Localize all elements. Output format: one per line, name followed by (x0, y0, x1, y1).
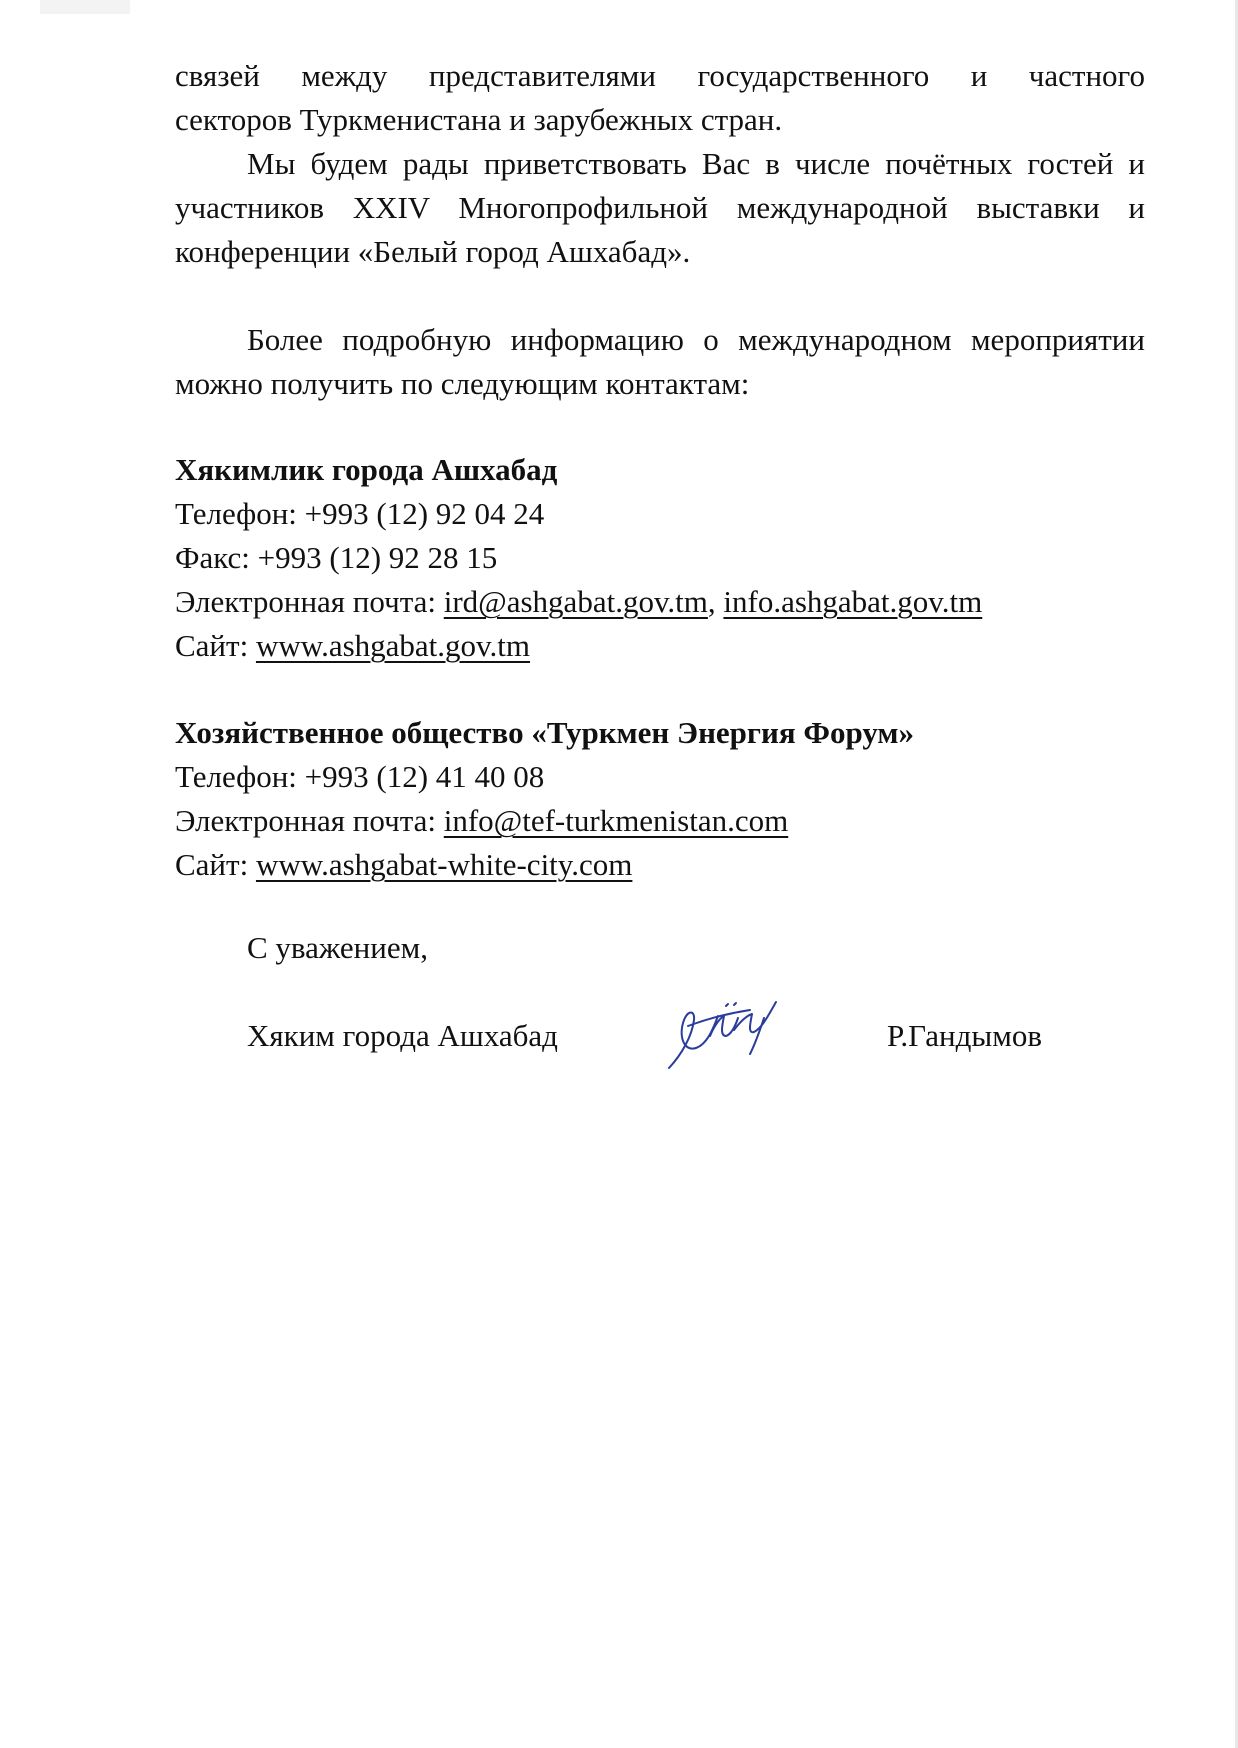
contact-phone-line (175, 492, 1145, 536)
phone-value: +993 (12) 92 04 24 (304, 496, 545, 531)
email-link[interactable]: info@tef-turkmenistan.com (443, 803, 789, 838)
closing-regards (247, 926, 1217, 970)
contact-email-line (175, 799, 1145, 843)
contact-site-line (175, 843, 1145, 887)
email-link-1[interactable]: ird@ashgabat.gov.tm (443, 584, 708, 619)
contact-org-name: Хякимлик города Ашхабад (175, 452, 558, 487)
contact-email-line (175, 580, 1145, 624)
regards-text: С уважением, (247, 930, 428, 965)
site-label: Сайт: (175, 847, 256, 882)
contact-phone-line (175, 755, 1145, 799)
paragraph-invitation (175, 142, 1145, 274)
fax-label: Факс: (175, 540, 258, 575)
paragraph-info (175, 318, 1145, 406)
contact-fax-line (175, 536, 1145, 580)
paragraph-continuation (175, 54, 1145, 142)
email-label: Электронная почта: (175, 803, 444, 838)
site-link[interactable]: www.ashgabat.gov.tm (255, 628, 531, 663)
email-link-2[interactable]: info.ashgabat.gov.tm (723, 584, 983, 619)
signer-name: Р.Гандымов (887, 1018, 1042, 1053)
contact-site-line (175, 624, 1145, 668)
paragraph-line-2: секторов Туркменистана и зарубежных стран. (175, 102, 783, 137)
signature-row (247, 1014, 1147, 1074)
site-link[interactable]: www.ashgabat-white-city.com (255, 847, 633, 882)
contact-block-khyakimlik (175, 448, 1145, 668)
scan-smudge (40, 0, 130, 14)
paragraph-line-1: связей между представителями государственного и частного (175, 58, 1145, 93)
paragraph-invitation-text: Мы будем рады приветствовать Вас в числе почётных гостей и участников XXIV Многопрофильной международной выставки и конференции «Белый город Ашхабад». (175, 146, 1145, 269)
phone-label: Телефон: (175, 759, 305, 794)
phone-label: Телефон: (175, 496, 305, 531)
paragraph-info-text: Более подробную информацию о международном мероприятии можно получить по следующим контактам: (175, 322, 1145, 401)
email-separator: , (707, 584, 724, 619)
site-label: Сайт: (175, 628, 256, 663)
signer-position: Хяким города Ашхабад (247, 1018, 558, 1053)
contact-org-name: Хозяйственное общество «Туркмен Энергия Форум» (175, 715, 915, 750)
fax-value: +993 (12) 92 28 15 (257, 540, 498, 575)
phone-value: +993 (12) 41 40 08 (304, 759, 545, 794)
email-label: Электронная почта: (175, 584, 444, 619)
handwritten-signature (664, 996, 782, 1072)
contact-block-tef (175, 711, 1145, 887)
